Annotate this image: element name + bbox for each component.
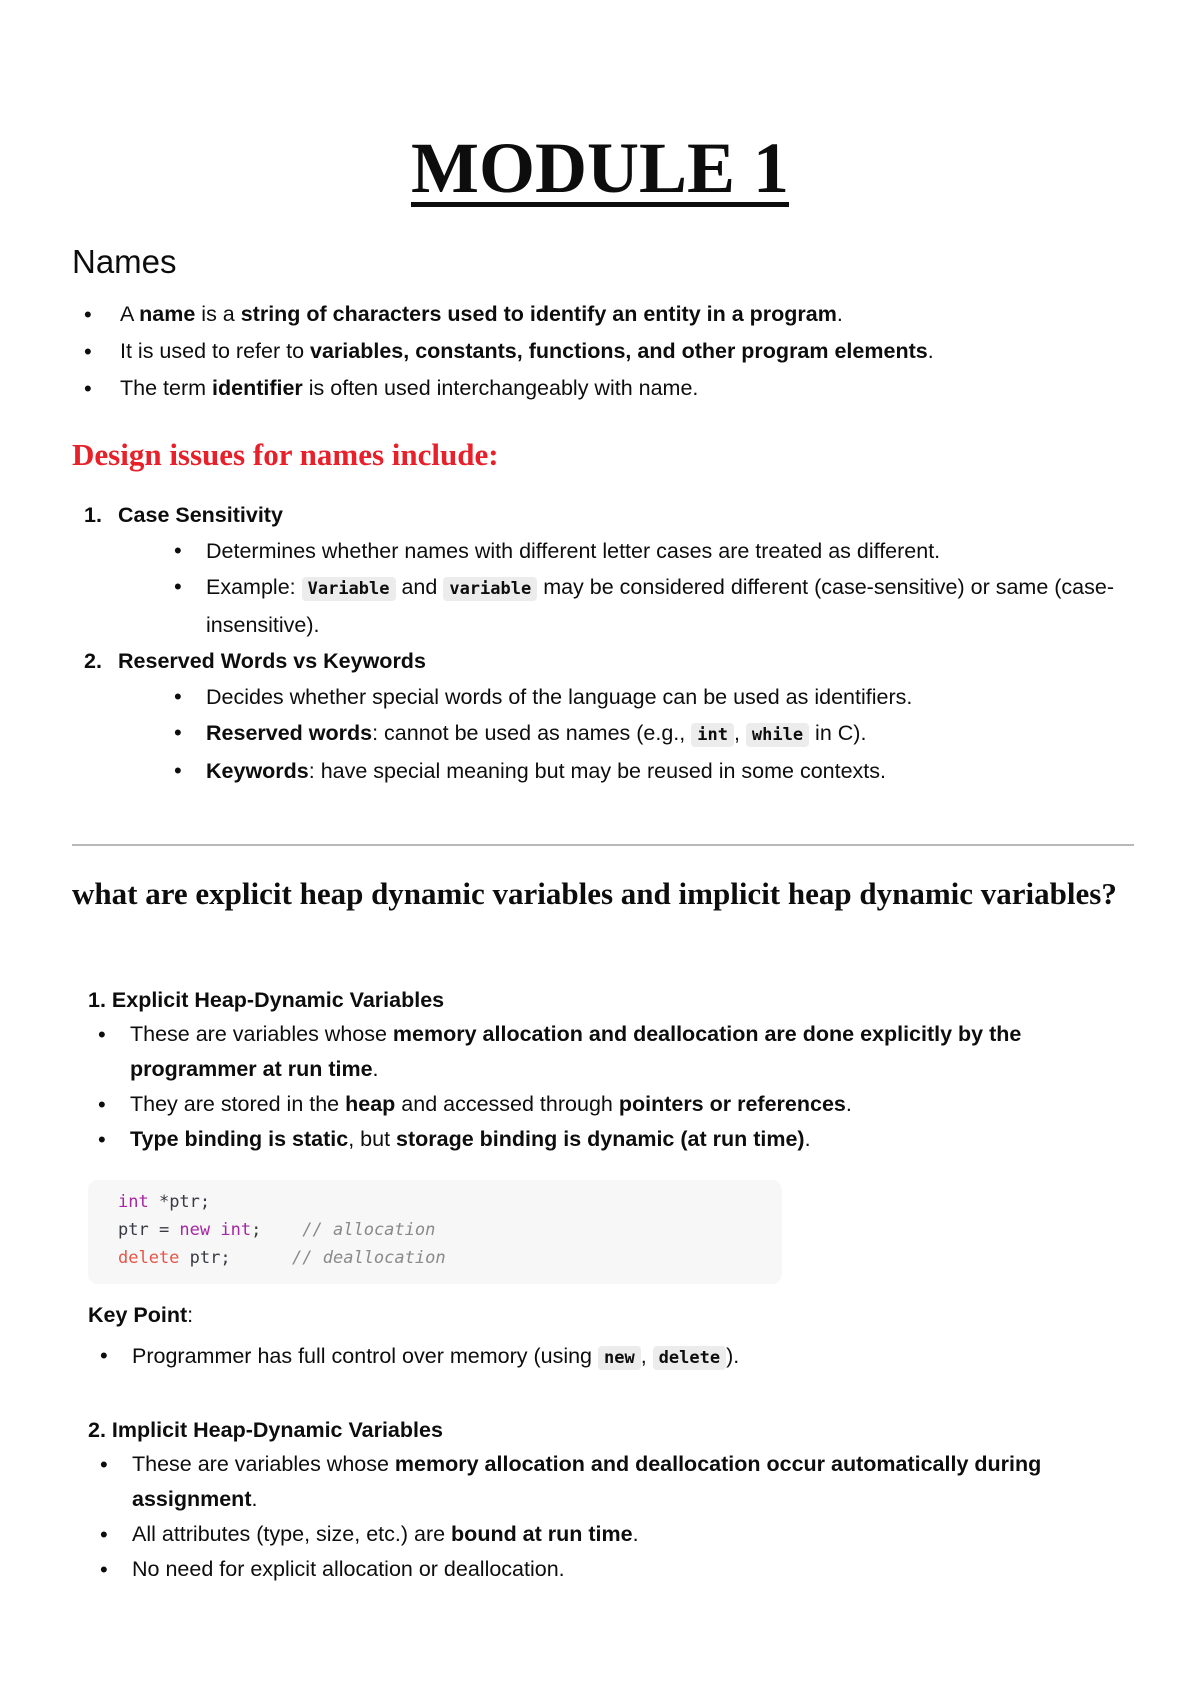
design-issues-section [72, 497, 1132, 789]
list-item: • It is used to refer to variables, constants, functions, and other program elements. [72, 333, 1132, 370]
implicit-heap-section [88, 1415, 1133, 1587]
names-heading: Names [72, 243, 177, 280]
code-variable: Variable [302, 577, 396, 601]
names-section [72, 242, 1132, 407]
list-item: • Determines whether names with different letter cases are treated as different. [162, 533, 1132, 569]
horizontal-divider [72, 844, 1134, 846]
code-int: int [691, 723, 734, 747]
explicit-heap-heading: 1. Explicit Heap-Dynamic Variables [88, 988, 445, 1012]
key-point-label: Key Point: [88, 1303, 194, 1327]
design-issues-heading: Design issues for names include: [72, 437, 499, 472]
names-bullet-list [72, 296, 1132, 407]
list-item: • The term identifier is often used interchangeably with name. [72, 370, 1132, 407]
sub-bullet-list [118, 533, 1132, 643]
implicit-heap-heading: 2. Implicit Heap-Dynamic Variables [88, 1418, 443, 1442]
list-item: • Example: Variable and variable may be considered different (case-sensitive) or same (case-insensitive). [162, 569, 1132, 643]
list-item: • Type binding is static, but storage binding is dynamic (at run time). [88, 1122, 1133, 1157]
design-issue-reserved-words: 2. Reserved Words vs Keywords • Decides whether special words of the language can be used as identifiers. • Reserved words: cannot be used as names (e.g., int , while in C). • Keywords: have special meaning but may be reused in some contexts. [72, 643, 1132, 789]
list-item: • All attributes (type, size, etc.) are bound at run time. [88, 1517, 1133, 1552]
design-issue-case-sensitivity: 1. Case Sensitivity • Determines whether names with different letter cases are treated as different. • Example: Variable and variable may be considered different (case-sensitive) or same (case-insensitive). [72, 497, 1132, 643]
question-heading: what are explicit heap dynamic variables and implicit heap dynamic variables? [72, 876, 1117, 911]
code-while: while [746, 723, 809, 747]
list-item: • They are stored in the heap and accessed through pointers or references. [88, 1087, 1133, 1122]
sub-bullet-list [118, 679, 1132, 789]
list-item: • A name is a string of characters used to identify an entity in a program. [72, 296, 1132, 333]
design-issues-list [72, 497, 1132, 789]
implicit-bullet-list [88, 1447, 1133, 1587]
code-new: new [598, 1346, 641, 1370]
code-delete: delete [653, 1346, 726, 1370]
list-item: • These are variables whose memory allocation and deallocation occur automatically during assignment. [88, 1447, 1133, 1517]
code-block [88, 1180, 782, 1284]
list-item: • Decides whether special words of the language can be used as identifiers. [162, 679, 1132, 715]
explicit-heap-section [88, 985, 1133, 1157]
list-item: • Reserved words: cannot be used as names (e.g., int , while in C). [162, 715, 1132, 753]
key-point-list [88, 1338, 1133, 1376]
code-line: int *ptr; [118, 1192, 211, 1212]
code-line: ptr = new int; // allocation [118, 1220, 436, 1240]
list-item: • No need for explicit allocation or deallocation. [88, 1552, 1133, 1587]
code-variable-lower: variable [443, 577, 537, 601]
key-point-section [88, 1300, 1133, 1376]
page-title: MODULE 1 [411, 128, 789, 208]
explicit-bullet-list [88, 1017, 1133, 1157]
list-item: • Programmer has full control over memory (using new , delete ). [88, 1338, 1133, 1376]
code-line: delete ptr; // deallocation [118, 1248, 446, 1268]
list-item: • Keywords: have special meaning but may be reused in some contexts. [162, 753, 1132, 789]
list-item: • These are variables whose memory allocation and deallocation are done explicitly by the programmer at run time. [88, 1017, 1133, 1087]
